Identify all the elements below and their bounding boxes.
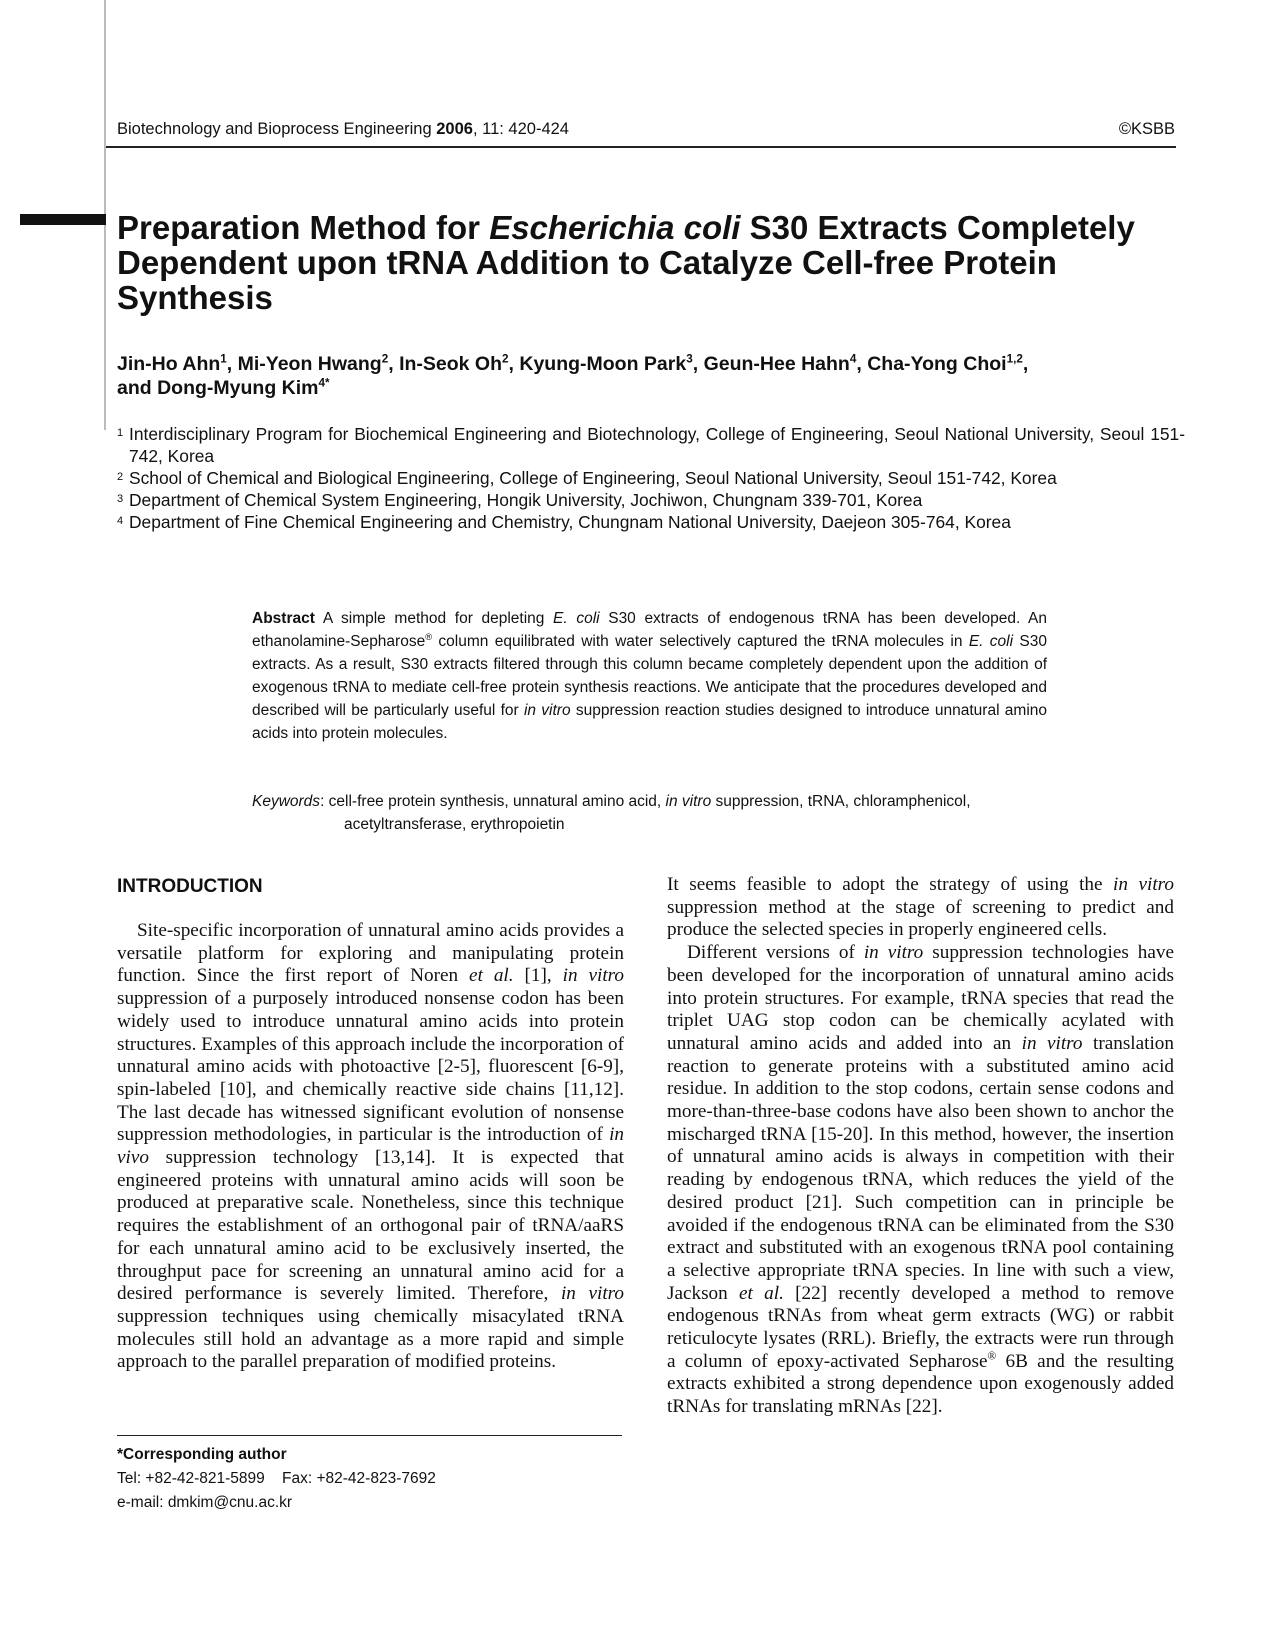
affiliation-text: Department of Fine Chemical Engineering and Chemistry, Chungnam National University, Daejeon 305-764, Korea [129, 512, 1011, 532]
body-italic: in vivo [117, 1124, 624, 1169]
author: In-Seok Oh [399, 353, 503, 375]
affiliations [117, 423, 1185, 533]
body-text: suppression techniques using chemically misacylated tRNA molecules still hold an advantage as a more rapid and simple approach to the parallel preparation of modified proteins. [117, 1305, 624, 1373]
keywords-text: : cell-free protein synthesis, unnatural amino acid, [320, 793, 666, 810]
affiliation-text: School of Chemical and Biological Engineering, College of Engineering, Seoul National University, Seoul 151-742, Korea [129, 468, 1057, 488]
affiliation [117, 489, 1185, 511]
body-italic: et al. [739, 1282, 784, 1304]
author-sup: 4 [849, 352, 857, 366]
registered-mark: ® [987, 1350, 997, 1363]
affiliation [117, 511, 1185, 533]
author-sup: 4* [318, 376, 330, 390]
affiliation-text: Department of Chemical System Engineering, Hongik University, Jochiwon, Chungnam 339-701, Korea [129, 490, 923, 510]
author-conj: and [117, 377, 158, 399]
body-text: suppression method at the stage of screening to predict and produce the selected species in properly engineered cells. [667, 896, 1174, 941]
body-text: Site-specific incorporation of unnatural amino acids provides a versatile platform for exploring and manipulating protein function. Since the first report of Noren [117, 920, 624, 987]
body-italic: in vitro [1021, 1032, 1083, 1054]
abstract [252, 607, 1047, 745]
affiliation-number: 3 [117, 493, 124, 505]
body-text: suppression of a purposely introduced nonsense codon has been widely used to introduce unnatural amino acids into protein structures. Examples of this approach include the incorporation of unnatural amino acids with photoactive [2-5], fluorescent [6-9], spin-labeled [10], and chemically reactive side chains [11,12]. The last decade has witnessed significant evolution of nonsense suppression methodologies, in particular is the introduction of [117, 988, 624, 1146]
author: Kyung-Moon Park [519, 353, 687, 375]
author-sup: 1 [220, 352, 227, 366]
author-list: Jin-Ho Ahn$^1$, Mi-Yeon Hwang$^2$, In-Seok Oh$^2$, Kyung-Moon Park$^3$, Geun-Hee Hahn$^4$, Cha-Yong Choi$^{1,2}$, and Dong-Myung Kim$^{4*}$ [117, 352, 1029, 399]
affiliation [117, 467, 1185, 489]
abstract-text: S30 extracts of endogenous tRNA has been developed. An ethanolamine-Sepharose [252, 610, 1047, 650]
footnote-label: *Corresponding author [117, 1446, 287, 1463]
title-marker-bar [20, 214, 106, 225]
abstract-italic: E. coli [553, 610, 600, 627]
body-italic: in vitro [562, 965, 625, 987]
title-text-cont: S30 Extracts Completely Dependent upon tRNA Addition to Catalyze Cell-free Protein Synthesis [117, 209, 1135, 316]
keywords-text: suppression, tRNA, chloramphenicol, acetyltransferase, erythropoietin [344, 793, 971, 833]
abstract-text: column equilibrated with water selectively captured the tRNA molecules in [432, 633, 969, 650]
keywords [252, 790, 1047, 836]
header-rule [106, 146, 1176, 148]
author-sup: 2 [381, 352, 389, 366]
title-text: Preparation Method for [117, 209, 490, 246]
author-sup: 3 [686, 352, 693, 366]
abstract-italic: in vitro [523, 702, 571, 719]
corresponding-author-footnote [117, 1443, 622, 1515]
body-text: 6B and the resulting extracts exhibited a strong dependence upon exogenously added tRNAs for translating mRNAs [22]. [667, 1350, 1174, 1418]
body-italic: in vitro [863, 942, 924, 964]
body-text: [1], [513, 965, 563, 987]
volume-pages: , 11: 420-424 [472, 120, 569, 138]
body-italic: in vitro [1113, 874, 1175, 895]
abstract-text: A simple method for depleting [322, 610, 554, 627]
keywords-label: Keywords [252, 793, 321, 810]
keywords-italic: in vitro [665, 793, 712, 810]
body-text: [22] recently developed a method to remove endogenous tRNAs from wheat germ extracts (WG) or rabbit reticulocyte lysates (RRL). Briefly, the extracts were run through a column of epoxy-activated Sepharose [667, 1282, 1174, 1372]
author: Jin-Ho Ahn [117, 353, 221, 375]
affiliation-number: 1 [117, 427, 124, 439]
email: e-mail: dmkim@cnu.ac.kr [117, 1494, 293, 1511]
body-text: suppression technologies have been developed for the incorporation of unnatural amino acids into protein structures. For example, tRNA species that read the triplet UAG stop codon can be chemically acylated with unnatural amino acids and added into an [667, 942, 1175, 1054]
body-text: translation reaction to generate proteins with a substituted amino acid residue. In addition to the stop codons, certain sense codons and more-than-three-base codons have also been shown to anchor the mischarged tRNA [15-20]. In this method, however, the insertion of unnatural amino acids is always in competition with their reading by endogenous tRNA, which reduces the yield of the desired product [21]. Such competition can in principle be avoided if the endogenous tRNA can be eliminated from the S30 extract and substituted with an exogenous tRNA pool containing a selective appropriate tRNA species. In line with such a view, Jackson [667, 1032, 1174, 1304]
affiliation-text: Interdisciplinary Program for Biochemical Engineering and Biotechnology, College of Engineering, Seoul National University, Seoul 151-742, Korea [129, 424, 1185, 466]
running-header [117, 120, 1175, 139]
body-text: Different versions of [687, 942, 864, 964]
registered-mark: ® [425, 631, 433, 642]
copyright: ©KSBB [1118, 120, 1175, 138]
author: Dong-Myung Kim [157, 377, 319, 399]
abstract-text: S30 extracts. As a result, S30 extracts filtered through this column became completely dependent upon the addition of exogenous tRNA to mediate cell-free protein synthesis reactions. We anticipate that the procedures developed and described will be particularly useful for [252, 633, 1047, 719]
author: Geun-Hee Hahn [703, 353, 850, 375]
affiliation-number: 4 [117, 515, 124, 527]
body-column-left [117, 920, 624, 1374]
body-column-right [667, 874, 1174, 1419]
author: Mi-Yeon Hwang [237, 353, 382, 375]
title-species: Escherichia coli [489, 209, 741, 246]
fax: Fax: +82-42-823-7692 [282, 1470, 436, 1487]
affiliation [117, 423, 1185, 467]
contact-phone-line [117, 1467, 622, 1491]
body-italic: et al. [469, 965, 514, 987]
body-italic: in vitro [560, 1283, 624, 1305]
footnote-rule [117, 1435, 622, 1436]
journal-year: 2006 [436, 120, 473, 138]
paragraph [667, 874, 1174, 942]
abstract-italic: E. coli [968, 633, 1014, 650]
abstract-text: suppression reaction studies designed to introduce unnatural amino acids into protein molecules. [252, 702, 1048, 742]
author-sup: 1,2 [1006, 352, 1023, 366]
telephone: Tel: +82-42-821-5899 [117, 1470, 265, 1487]
paragraph [667, 942, 1174, 1419]
author: Cha-Yong Choi [867, 353, 1007, 375]
body-text: It seems feasible to adopt the strategy of using the [667, 874, 1114, 895]
section-heading: INTRODUCTION [117, 876, 263, 897]
article-title [117, 210, 1167, 315]
journal-name: Biotechnology and Bioprocess Engineering [117, 120, 432, 138]
author-sup: 2 [502, 352, 509, 366]
affiliation-number: 2 [117, 471, 124, 483]
abstract-label: Abstract [252, 610, 315, 627]
body-text: suppression technology [13,14]. It is expected that engineered proteins with unnatural amino acids will soon be produced at preparative scale. Nonetheless, since this technique requires the establishment of an orthogonal pair of tRNA/aaRS for each unnatural amino acid to be exclusively inserted, the throughput pace for screening an unnatural amino acid for a desired performance is severely limited. Therefore, [117, 1147, 624, 1305]
